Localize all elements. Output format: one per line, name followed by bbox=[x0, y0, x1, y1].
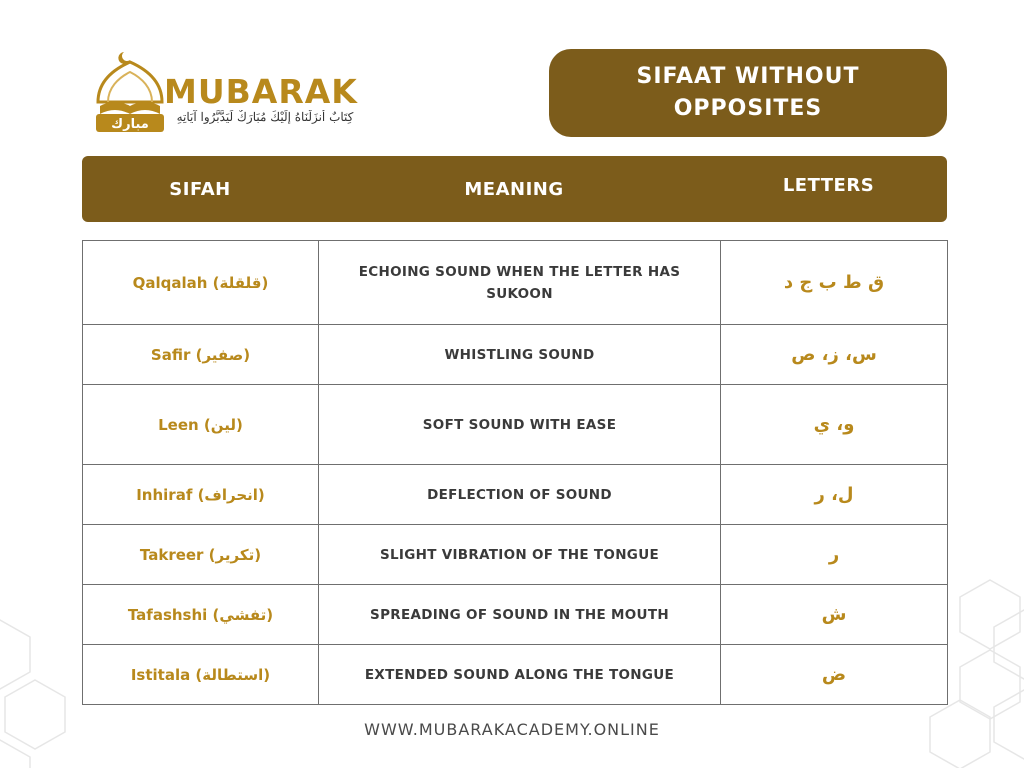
table-header-bar bbox=[82, 156, 947, 222]
table-row bbox=[83, 385, 948, 465]
letters-cell: ق ط ب ج د bbox=[721, 241, 948, 325]
letters-cell: ض bbox=[721, 645, 948, 705]
table-row bbox=[83, 241, 948, 325]
page-title: SIFAAT WITHOUT OPPOSITES bbox=[636, 64, 860, 121]
sifah-cell: Tafashshi (تفشي) bbox=[83, 585, 319, 645]
letters-cell: و، ي bbox=[721, 385, 948, 465]
meaning-cell: DEFLECTION OF SOUND bbox=[319, 465, 721, 525]
meaning-cell: SLIGHT VIBRATION OF THE TONGUE bbox=[319, 525, 721, 585]
letters-cell: ر bbox=[721, 525, 948, 585]
sifaat-table bbox=[82, 240, 948, 705]
table-row bbox=[83, 325, 948, 385]
table-row bbox=[83, 465, 948, 525]
table-row bbox=[83, 525, 948, 585]
meaning-cell: WHISTLING SOUND bbox=[319, 325, 721, 385]
table-row bbox=[83, 645, 948, 705]
meaning-cell: ECHOING SOUND WHEN THE LETTER HAS SUKOON bbox=[319, 241, 721, 325]
mubarak-logo bbox=[90, 44, 370, 140]
header-letters: LETTERS bbox=[782, 174, 875, 196]
mosque-dome-icon bbox=[90, 44, 170, 136]
emblem-arabic-text: مبارك bbox=[111, 117, 149, 132]
letters-cell: ل، ر bbox=[721, 465, 948, 525]
sifah-cell: Istitala (استطالة) bbox=[83, 645, 319, 705]
letters-cell: س، ز، ص bbox=[721, 325, 948, 385]
website-url: WWW.MUBARAKACADEMY.ONLINE bbox=[364, 720, 660, 739]
title-banner bbox=[549, 49, 947, 137]
sifah-cell: Safir (صفير) bbox=[83, 325, 319, 385]
sifah-cell: Leen (لين) bbox=[83, 385, 319, 465]
logo-arabic-verse: كِتَابٌ أَنزَلْنَاهُ إِلَيْكَ مُبَارَكٌ لِّيَدَّبَّرُوا آيَاتِهِ bbox=[176, 110, 354, 124]
sifah-cell: Qalqalah (قلقلة) bbox=[83, 241, 319, 325]
meaning-cell: SOFT SOUND WITH EASE bbox=[319, 385, 721, 465]
meaning-cell: SPREADING OF SOUND IN THE MOUTH bbox=[319, 585, 721, 645]
logo-wordmark: MUBARAK bbox=[164, 72, 358, 111]
table-row bbox=[83, 585, 948, 645]
meaning-cell: EXTENDED SOUND ALONG THE TONGUE bbox=[319, 645, 721, 705]
header-meaning: MEANING bbox=[464, 178, 564, 200]
sifah-cell: Inhiraf (انحراف) bbox=[83, 465, 319, 525]
header-sifah: SIFAH bbox=[169, 178, 231, 200]
sifah-cell: Takreer (تكرير) bbox=[83, 525, 319, 585]
letters-cell: ش bbox=[721, 585, 948, 645]
